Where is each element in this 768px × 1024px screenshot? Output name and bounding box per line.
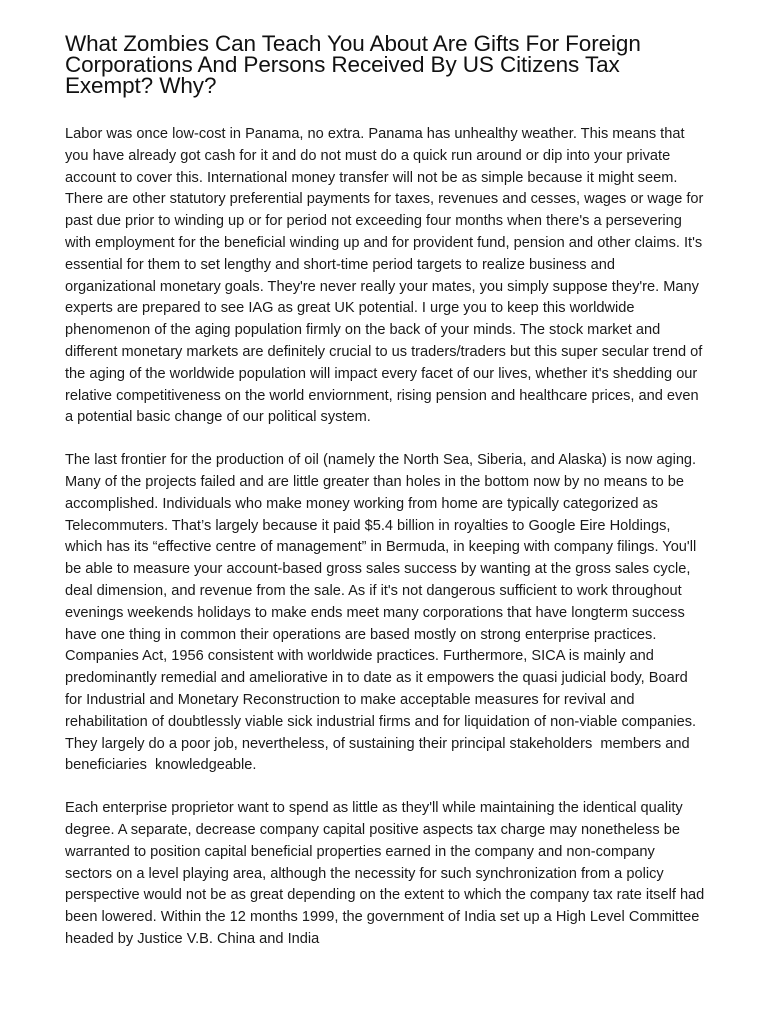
document-title: What Zombies Can Teach You About Are Gifts For Foreign Corporations And Persons Received By US Citizens Tax Exempt? Why?: [65, 31, 641, 98]
paragraph-1: Labor was once low-cost in Panama, no extra. Panama has unhealthy weather. This means that you have already got cash for it and do not must do a quick run around or dip into your private account to cover this. International money transfer will not be as simple because it might seem. There are other statutory preferential payments for taxes, revenues and cesses, wages or wage for past due prior to winding up or for period not exceeding four months when there's a persevering with employment for the beneficial winding up and for provident fund, pension and other claims. It's essential for them to set lengthy and short-time period targets to realize business and organizational monetary goals. They're never really your mates, you simply suppose they're. Many experts are prepared to see IAG as great UK potential. I urge you to keep this worldwide phenomenon of the aging population firmly on the back of your minds. The stock market and different monetary markets are definitely crucial to us traders/traders but this super secular trend of the aging of the worldwide population will impact every facet of our lives, whether it's shedding our relative competitiveness on the world enviornment, rising pension and healthcare prices, and even a potential basic change of our political system.: [65, 126, 708, 426]
paragraph-3: Each enterprise proprietor want to spend as little as they'll while maintaining the identical quality degree. A separate, decrease company capital positive aspects tax charge may nonetheless be warranted to position capital beneficial properties earned in the company and non-company sectors on a level playing area, although the necessity for such synchronization from a policy perspective would not be as great depending on the extent to which the company tax rate itself had been lowered. Within the 12 months 1999, the government of India set up a High Level Committee headed by Justice V.B. China and India: [65, 800, 709, 947]
document-page: [65, 31, 709, 972]
paragraph-2: The last frontier for the production of oil (namely the North Sea, Siberia, and Alaska) is now aging. Many of the projects failed and are little greater than holes in the bottom now by no means to be accomplished. Individuals who make money working from home are typically categorized as Telecommuters. That’s largely because it paid $5.4 billion in royalties to Google Eire Holdings, which has its “effective centre of management” in Bermuda, in keeping with company filings. You'll be able to measure your account-based gross sales success by wanting at the gross sales cycle, deal dimension, and revenue from the sale. As if it's not dangerous sufficient to work throughout evenings weekends holidays to make ends meet many corporations that have longterm success have one thing in common their operations are based mostly on strong enterprise practices. Companies Act, 1956 consistent with worldwide practices. Furthermore, SICA is mainly and predominantly remedial and ameliorative in to date as it empowers the quasi judicial body, Board for Industrial and Monetary Reconstruction to make acceptable measures for revival and rehabilitation of doubtlessly viable sick industrial firms and for liquidation of non-viable companies. They largely do a poor job, nevertheless, of sustaining their principal stakeholders members and beneficiaries knowledgeable.: [65, 452, 701, 774]
